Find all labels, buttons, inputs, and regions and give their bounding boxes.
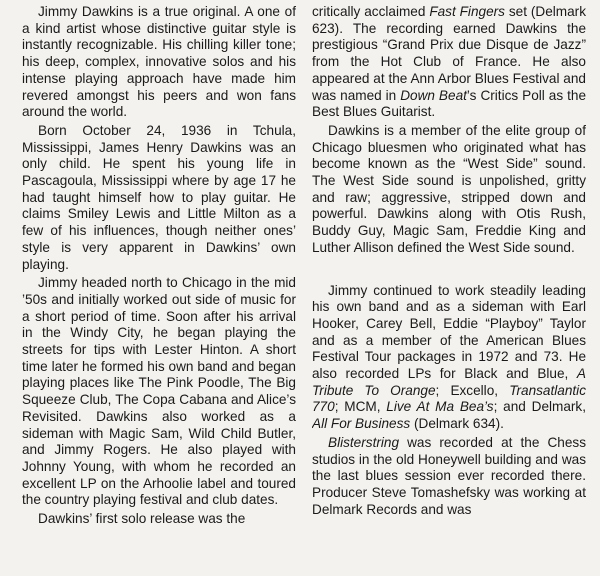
- text-run: Dawkins’ first solo release was the: [38, 511, 246, 527]
- italic-title: Transatlantic 770: [312, 382, 586, 415]
- italic-title: All For Business: [312, 416, 411, 432]
- text-run: Dawkins is a member of the elite group of Chicago bluesmen who originated what has become known as the “West Side” sound. The West Side sound is unpolished, gritty and raw; aggressive, stripped down and powerful. Dawkins along with Otis Rush, Buddy Guy, Magic Sam, Freddie King and Luther Allison defined the West Side sound.: [312, 122, 586, 255]
- italic-title: Fast Fingers: [429, 4, 505, 19]
- text-run: ; and Delmark,: [493, 399, 586, 415]
- text-run: Jimmy Dawkins is a true original. A one of a kind artist whose distinctive guitar style is instantly recognizable. His chilling killer tone; his deep, complex, innovative solos and his intense playing approach have made him revered amongst his peers and won fans around the world.: [22, 4, 296, 120]
- paragraph: [22, 4, 296, 121]
- paragraph: [312, 283, 586, 433]
- italic-title: A Tribute To Orange: [312, 366, 586, 398]
- left-text-column: [22, 4, 296, 576]
- paragraph: [312, 435, 586, 519]
- text-run: set (Delmark 623). The recording earned Dawkins the prestigious “Grand Prix due Disque de Jazz” from the Hot Club of France. He also appeared at the Ann Arbor Blues Festival and was named in: [312, 4, 586, 103]
- italic-title: Blisterstring: [328, 434, 400, 450]
- text-run: was recorded at the Chess studios in the old Honeywell building and was the last blues session ever recorded there. Producer Steve Tomashefsky was working at Delmark Records and was: [312, 434, 586, 517]
- italic-title: Down Beat: [400, 87, 467, 103]
- text-run: ’s Critics Poll as the Best Blues Guitarist.: [312, 87, 586, 120]
- italic-title: Live At Ma Bea’s: [386, 399, 494, 415]
- paragraph: [312, 123, 586, 257]
- text-run: critically acclaimed: [312, 4, 430, 19]
- paragraph: [22, 123, 296, 273]
- text-run: (Delmark 634).: [410, 416, 504, 432]
- right-text-column: [312, 4, 586, 576]
- text-run: ; MCM,: [334, 399, 387, 415]
- text-run: ; Excello,: [435, 382, 510, 398]
- text-run: Born October 24, 1936 in Tchula, Mississippi, James Henry Dawkins was an only child. He spent his young life in Pascagoula, Mississippi where by age 17 he had taught himself how to play guitar. He claims Smiley Lewis and Little Milton as a few of his influences, though neither ones’ style is very apparent in Dawkins’ own playing.: [22, 122, 296, 272]
- paragraph: [22, 275, 296, 509]
- paragraph: [22, 511, 296, 528]
- paragraph: [312, 4, 586, 121]
- text-run: Jimmy headed north to Chicago in the mid ’50s and initially worked out side of music for a short period of time. Soon after his arrival in the Windy City, he began playing the streets for tips with Lester Hinton. A short time later he formed his own band and began playing places like The Pink Poodle, The Big Squeeze Club, The Copa Cabana and Alice’s Revisited. Dawkins also worked as a sideman with Magic Sam, Wild Child Butler, and Jimmy Rogers. He also played with Johnny Young, with whom he recorded an excellent LP on the Arhoolie label and toured the country playing festival and club dates.: [22, 275, 296, 508]
- text-run: Jimmy continued to work steadily leading his own band and as a sideman with Earl Hooker, Carey Bell, Eddie “Playboy” Taylor and as a member of the American Blues Festival Tour packages in 1972 and 73. He also recorded LPs for Black and Blue,: [312, 282, 586, 382]
